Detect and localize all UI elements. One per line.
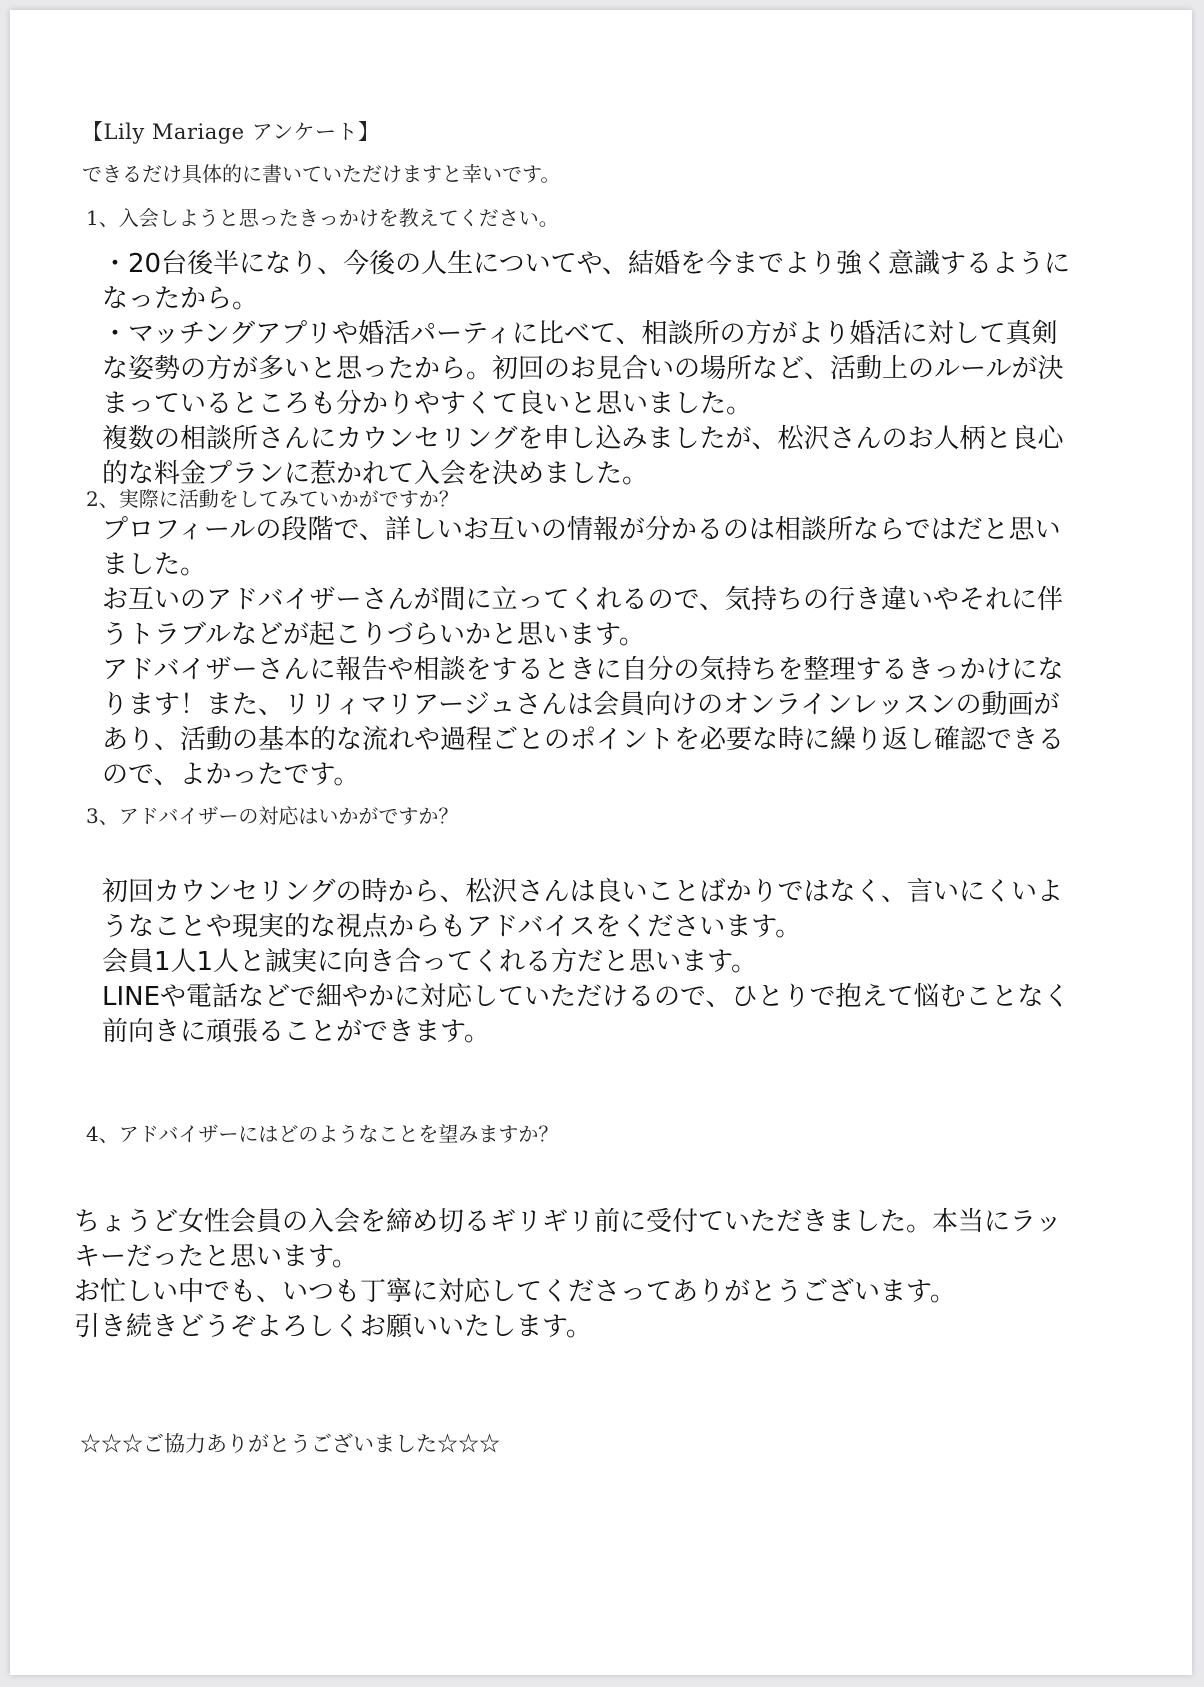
answer-2-line: ました。 — [102, 550, 207, 580]
answer-2-line: うトラブルなどが起こりづらいかと思います。 — [102, 620, 645, 650]
question-1: 1、入会しようと思ったきっかけを教えてください。 — [86, 206, 559, 230]
answer-2-line: ので、よかったです。 — [102, 760, 360, 790]
answer-3-line: うなことや現実的な視点からもアドバイスをくださいます。 — [102, 912, 802, 942]
answer-1-line: 複数の相談所さんにカウンセリングを申し込みましたが、松沢さんのお人柄と良心 — [102, 424, 1064, 454]
answer-4 — [74, 1205, 1144, 1345]
answer-1-line: 的な料金プランに惹かれて入会を決めました。 — [102, 459, 649, 489]
answer-1-line: ・マッチングアプリや婚活パーティに比べて、相談所の方がより婚活に対して真剣 — [102, 319, 1058, 349]
question-3: 3、アドバイザーの対応はいかがですか？ — [86, 804, 459, 828]
answer-2-line: ります！また、リリィマリアージュさんは会員向けのオンラインレッスンの動画が — [102, 690, 1060, 720]
answer-2-line: アドバイザーさんに報告や相談をするときに自分の気持ちを整理するきっかけにな — [102, 655, 1064, 685]
answer-2 — [102, 513, 1172, 793]
answer-1-line: な姿勢の方が多いと思ったから。初回のお見合いの場所など、活動上のルールが決 — [102, 354, 1064, 384]
answer-4-line: キーだったと思います。 — [74, 1242, 358, 1272]
answer-3-line: 前向きに頑張ることができます。 — [102, 1017, 490, 1047]
answer-1-line: まっているところも分かりやすくて良いと思いました。 — [102, 389, 753, 419]
answer-3-line: 初回カウンセリングの時から、松沢さんは良いことばかりではなく、言いにくいよ — [102, 877, 1063, 907]
answer-2-line: お互いのアドバイザーさんが間に立ってくれるので、気持ちの行き違いやそれに伴 — [102, 585, 1063, 615]
question-2: 2、実際に活動をしてみていかがですか？ — [86, 487, 459, 511]
survey-intro: できるだけ具体的に書いていただけますと幸いです。 — [82, 162, 561, 186]
answer-1 — [102, 247, 1172, 492]
answer-3-line: 会員1人1人と誠実に向き合ってくれる方だと思います。 — [102, 947, 758, 977]
survey-title: 【Lily Mariage アンケート】 — [82, 120, 380, 144]
answer-4-line: ちょうど女性会員の入会を締め切るギリギリ前に受付ていただきました。本当にラッ — [74, 1207, 1062, 1237]
closing-thanks: ☆☆☆ご協力ありがとうございました☆☆☆ — [80, 1432, 500, 1456]
answer-2-line: プロフィールの段階で、詳しいお互いの情報が分かるのは相談所ならではだと思い — [102, 515, 1061, 545]
answer-3-line: LINEや電話などで細やかに対応していただけるので、ひとりで抱えて悩むことなく — [102, 982, 1070, 1012]
answer-2-line: あり、活動の基本的な流れや過程ごとのポイントを必要な時に繰り返し確認できる — [102, 725, 1065, 755]
answer-1-line: ・20台後半になり、今後の人生についてや、結婚を今までより強く意識するように — [102, 249, 1071, 279]
answer-4-line: お忙しい中でも、いつも丁寧に対応してくださってありがとうございます。 — [74, 1277, 956, 1307]
answer-3 — [102, 875, 1172, 1050]
answer-4-line: 引き続きどうぞよろしくお願いいたします。 — [74, 1312, 592, 1342]
answer-1-line: なったから。 — [102, 284, 259, 314]
question-4: 4、アドバイザーにはどのようなことを望みますか？ — [86, 1122, 559, 1146]
